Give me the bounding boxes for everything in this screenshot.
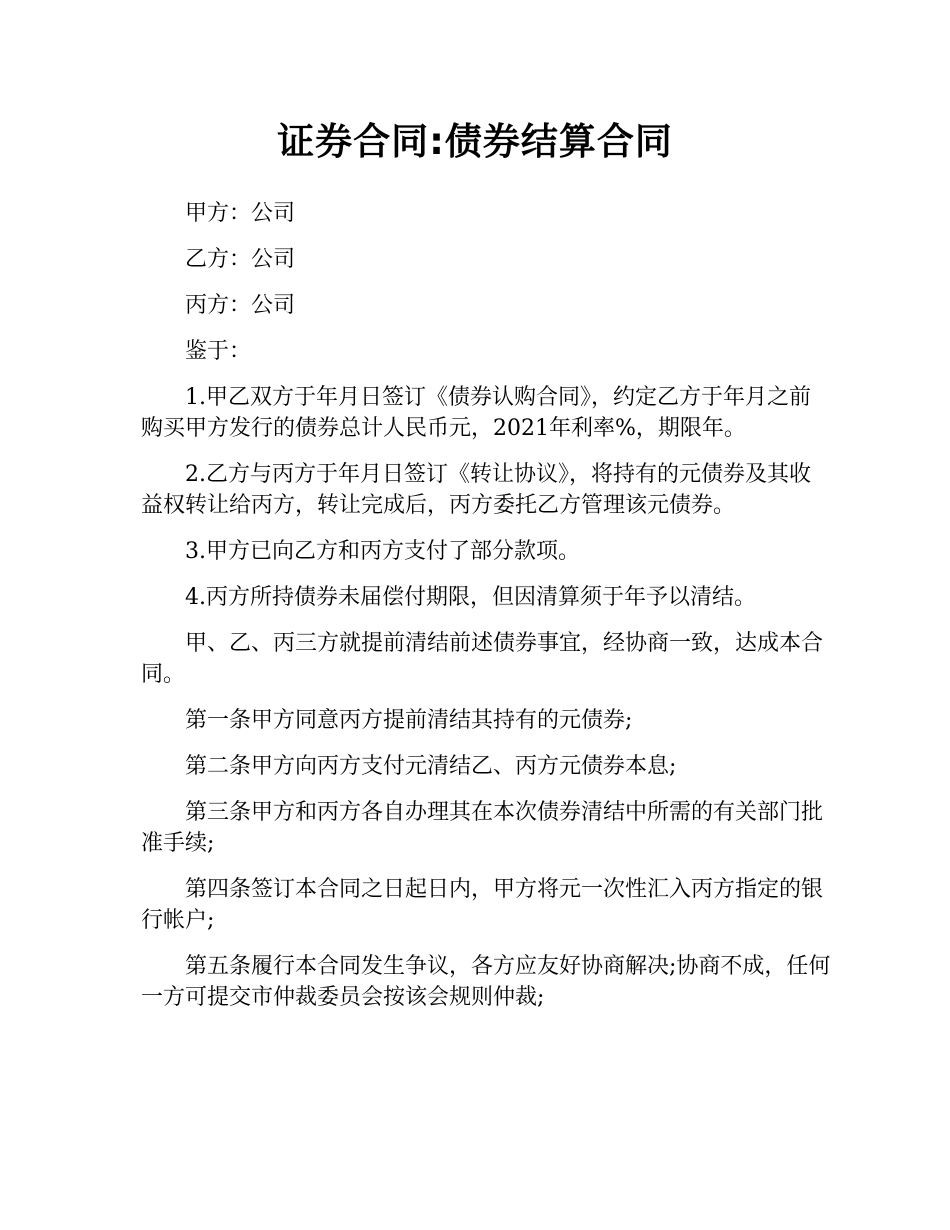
party-c-line: 丙方：公司: [185, 293, 296, 318]
agreement-statement: 甲、乙、丙三方就提前清结前述债券事宜，经协商一致，达成本合同。: [141, 631, 824, 687]
article-1: 第一条甲方同意丙方提前清结其持有的元债券;: [185, 708, 633, 733]
document-title: 证券合同:债券结算合同: [277, 120, 673, 163]
article-5: 第五条履行本合同发生争议，各方应友好协商解决;协商不成，任何一方可提交市仲裁委员会按该会规则仲裁;: [141, 954, 831, 1010]
document-body: [141, 198, 831, 1028]
party-a-line: 甲方：公司: [185, 201, 296, 226]
article-3: 第三条甲方和丙方各自办理其在本次债券清结中所需的有关部门批准手续;: [141, 800, 824, 856]
recital-3: 3.甲方已向乙方和丙方支付了部分款项。: [185, 539, 580, 564]
article-4: 第四条签订本合同之日起日内，甲方将元一次性汇入丙方指定的银行帐户;: [141, 877, 824, 933]
article-2: 第二条甲方向丙方支付元清结乙、丙方元债券本息;: [185, 754, 677, 779]
party-b-line: 乙方：公司: [185, 247, 296, 272]
whereas-heading: 鉴于：: [185, 339, 252, 364]
recital-4: 4.丙方所持债券未届偿付期限，但因清算须于年予以清结。: [185, 585, 756, 610]
recital-1: 1.甲乙双方于年月日签订《债券认购合同》，约定乙方于年月之前购买甲方发行的债券总计人民币元，2021年利率%，期限年。: [141, 385, 811, 441]
recital-2: 2.乙方与丙方于年月日签订《转让协议》，将持有的元债券及其收益权转让给丙方，转让完成后，丙方委托乙方管理该元债券。: [141, 462, 811, 518]
